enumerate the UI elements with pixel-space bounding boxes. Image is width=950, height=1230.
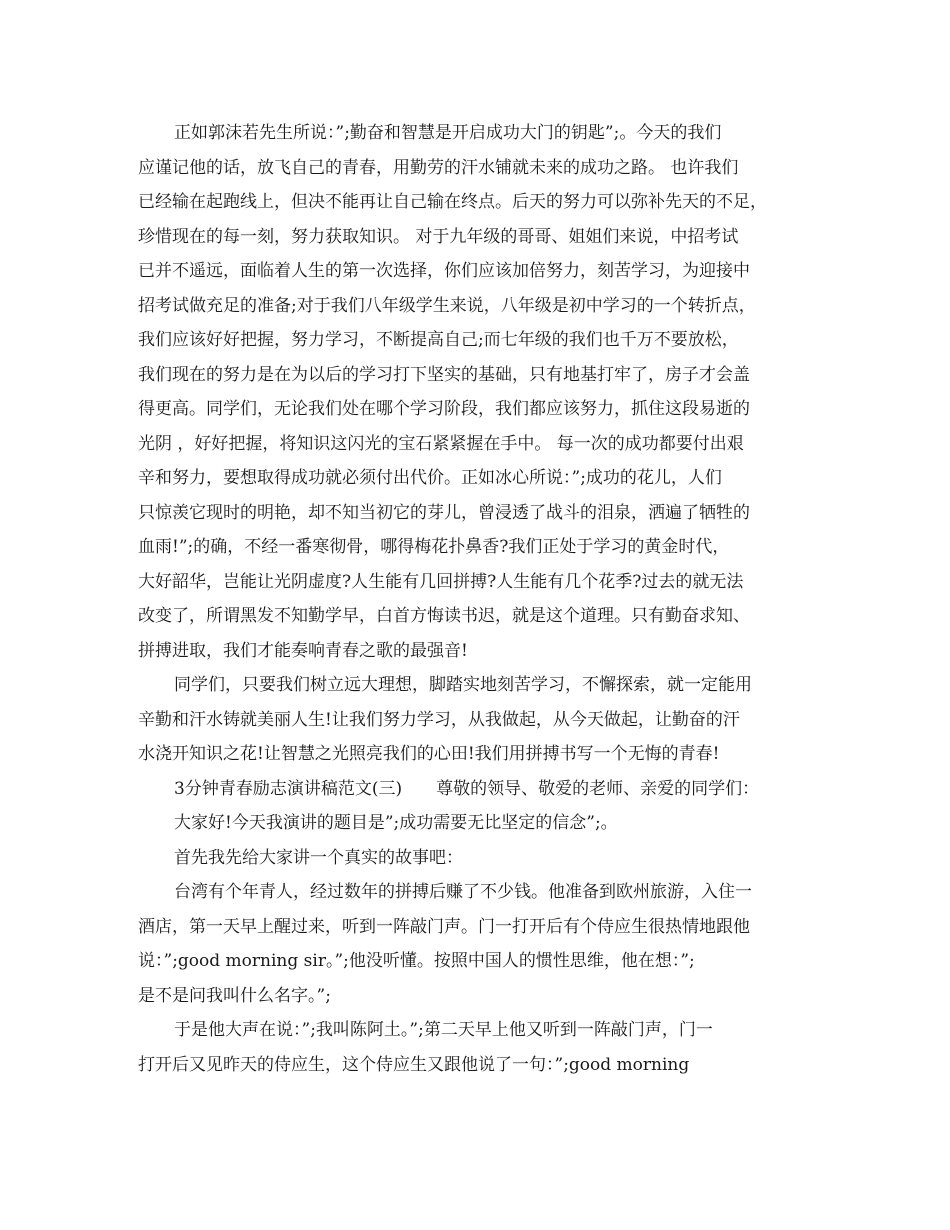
document-body — [138, 116, 818, 1082]
text-line: 正如郭沫若先生所说：”;勤奋和智慧是开启成功大门的钥匙”;。今天的我们 — [174, 123, 722, 143]
text-line: 珍惜现在的每一刻，努力获取知识。 对于九年级的哥哥、姐姐们来说，中招考试 — [138, 226, 739, 247]
text-line: 只惊羡它现时的明艳，却不知当初它的芽儿，曾浸透了战斗的泪泉，洒遍了牺牲的 — [138, 502, 750, 523]
text-line: 说：”;good morning sir。”;他没听懂。按照中国人的惯性思维，他在想：”; — [138, 951, 695, 971]
text-line: 水浇开知识之花!让智慧之光照亮我们的心田!我们用拼搏书写一个无悔的青春! — [138, 744, 720, 764]
text-line: 已经输在起跑线上，但决不能再让自己输在终点。后天的努力可以弥补先天的不足， — [138, 192, 767, 212]
text-line: 辛和努力，要想取得成功就必须付出代价。正如冰心所说：”;成功的花儿，人们 — [138, 468, 722, 488]
text-line: 首先我先给大家讲一个真实的故事吧： — [174, 847, 463, 868]
text-line: 拼搏进取，我们才能奏响青春之歌的最强音! — [138, 640, 468, 661]
text-line: 打开后又见昨天的侍应生，这个侍应生又跟他说了一句：”;good morning — [138, 1054, 690, 1075]
text-line: 血雨!”;的确，不经一番寒彻骨，哪得梅花扑鼻香?我们正处于学习的黄金时代， — [138, 537, 730, 557]
text-line: 我们应该好好把握，努力学习，不断提高自己;而七年级的我们也千万不要放松， — [138, 330, 739, 350]
text-line: 应谨记他的话，放飞自己的青春，用勤劳的汗水铺就未来的成功之路。 也许我们 — [138, 157, 739, 178]
text-line: 大家好!今天我演讲的题目是”;成功需要无比坚定的信念”;。 — [174, 813, 618, 833]
text-line: 得更高。同学们，无论我们处在哪个学习阶段，我们都应该努力，抓住这段易逝的 — [138, 399, 750, 419]
text-line: 是不是问我叫什么名字。”; — [138, 985, 331, 1006]
text-line: 光阴 ，好好把握，将知识这闪光的宝石紧紧握在手中。 每一次的成功都要付出艰 — [138, 433, 744, 454]
text-line: 于是他大声在说：”;我叫陈阿土。”;第二天早上他又听到一阵敲门声，门一 — [174, 1020, 713, 1040]
text-line: 我们现在的努力是在为以后的学习打下坚实的基础，只有地基打牢了，房子才会盖 — [138, 364, 750, 385]
text-line: 改变了，所谓黑发不知勤学早，白首方悔读书迟，就是这个道理。只有勤奋求知、 — [138, 606, 750, 626]
text-line: 招考试做充足的准备;对于我们八年级学生来说，八年级是初中学习的一个转折点， — [138, 295, 756, 316]
text-line: 大好韶华，岂能让光阴虚度?人生能有几回拼搏?人生能有几个花季?过去的就无法 — [138, 571, 744, 592]
text-line: 已并不遥远，面临着人生的第一次选择，你们应该加倍努力，刻苦学习，为迎接中 — [138, 261, 750, 281]
text-line: 3分钟青春励志演讲稿范文(三) 尊敬的领导、敬爱的老师、亲爱的同学们： — [174, 778, 760, 799]
text-line: 酒店，第一天早上醒过来，听到一阵敲门声。门一打开后有个侍应生很热情地跟他 — [138, 916, 750, 937]
text-line: 台湾有个年青人，经过数年的拼搏后赚了不少钱。他准备到欧州旅游，入住一 — [174, 882, 752, 902]
text-line: 同学们，只要我们树立远大理想，脚踏实地刻苦学习，不懈探索，就一定能用 — [174, 675, 752, 695]
text-line: 辛勤和汗水铸就美丽人生!让我们努力学习，从我做起，从今天做起，让勤奋的汗 — [138, 709, 740, 730]
